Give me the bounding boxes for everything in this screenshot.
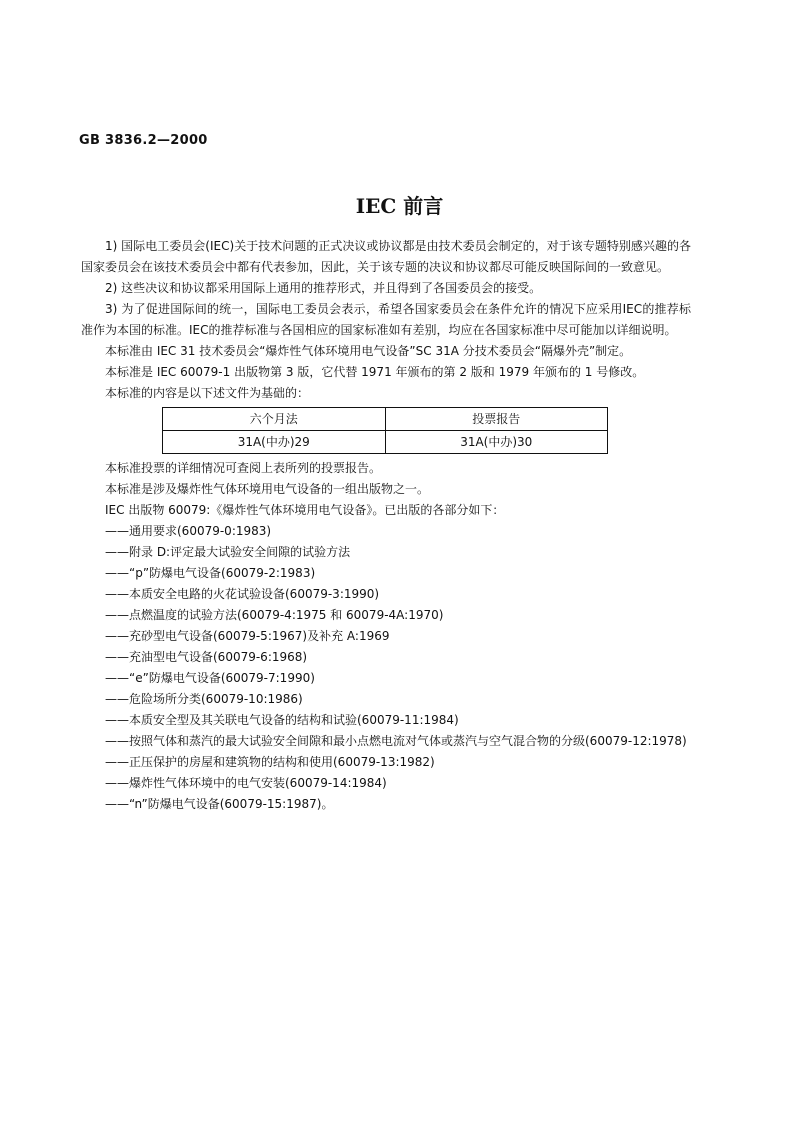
vote-table-wrapper [162, 407, 691, 454]
list-item: ——“e”防爆电气设备(60079-7:1990) [105, 671, 315, 685]
parts-list [81, 521, 691, 815]
standard-code: GB 3836.2—2000 [79, 133, 208, 148]
vote-table-header: 六个月法 [163, 408, 386, 431]
list-item: ——爆炸性气体环境中的电气安装(60079-14:1984) [105, 776, 387, 790]
list-item: ——附录 D:评定最大试验安全间隙的试验方法 [105, 545, 351, 559]
list-item: ——充砂型电气设备(60079-5:1967)及补充 A:1969 [105, 629, 390, 643]
paragraph-7: 本标准投票的详细情况可查阅上表所列的投票报告。 [105, 461, 382, 475]
list-item: ——“p”防爆电气设备(60079-2:1983) [105, 566, 316, 580]
vote-table-cell: 31A(中办)29 [163, 431, 386, 454]
list-item: ——“n”防爆电气设备(60079-15:1987)。 [105, 797, 334, 811]
page-title: IEC 前言 [355, 194, 444, 218]
document-body [81, 236, 691, 815]
list-item: ——充油型电气设备(60079-6:1968) [105, 650, 308, 664]
list-item: ——危险场所分类(60079-10:1986) [105, 692, 303, 706]
vote-table-row [163, 431, 608, 454]
list-item: ——本质安全型及其关联电气设备的结构和试验(60079-11:1984) [105, 713, 459, 727]
paragraph-9: IEC 出版物 60079:《爆炸性气体环境用电气设备》。已出版的各部分如下： [105, 503, 505, 517]
vote-table-header: 投票报告 [385, 408, 608, 431]
list-item: ——本质安全电路的火花试验设备(60079-3:1990) [105, 587, 380, 601]
vote-table [162, 407, 608, 454]
paragraph-3: 3) 为了促进国际间的统一，国际电工委员会表示，希望各国家委员会在条件允许的情况下应采用IEC的推荐标准作为本国的标准。IEC的推荐标准与各国相应的国家标准如有差别，均应在各国家标准中尽可能加以详细说明。 [81, 302, 691, 337]
list-item: ——通用要求(60079-0:1983) [105, 524, 272, 538]
paragraph-6: 本标准的内容是以下述文件为基础的： [105, 386, 310, 400]
paragraph-4: 本标准由 IEC 31 技术委员会“爆炸性气体环境用电气设备”SC 31A 分技术委员会“隔爆外壳”制定。 [105, 344, 632, 358]
vote-table-cell: 31A(中办)30 [385, 431, 608, 454]
list-item: ——按照气体和蒸汽的最大试验安全间隙和最小点燃电流对气体或蒸汽与空气混合物的分级(60079-12:1978) [105, 734, 687, 748]
paragraph-8: 本标准是涉及爆炸性气体环境用电气设备的一组出版物之一。 [105, 482, 430, 496]
paragraph-2: 2) 这些决议和协议都采用国际上通用的推荐形式，并且得到了各国委员会的接受。 [105, 281, 542, 295]
paragraph-1: 1) 国际电工委员会(IEC)关于技术问题的正式决议或协议都是由技术委员会制定的，对于该专题特别感兴趣的各国家委员会在该技术委员会中都有代表参加，因此，关于该专题的决议和协议都尽可能反映国际间的一致意见。 [81, 239, 691, 274]
list-item: ——点燃温度的试验方法(60079-4:1975 和 60079-4A:1970) [105, 608, 444, 622]
list-item: ——正压保护的房屋和建筑物的结构和使用(60079-13:1982) [105, 755, 435, 769]
paragraph-5: 本标准是 IEC 60079-1 出版物第 3 版，它代替 1971 年颁布的第 2 版和 1979 年颁布的 1 号修改。 [105, 365, 645, 379]
vote-table-header-row [163, 408, 608, 431]
